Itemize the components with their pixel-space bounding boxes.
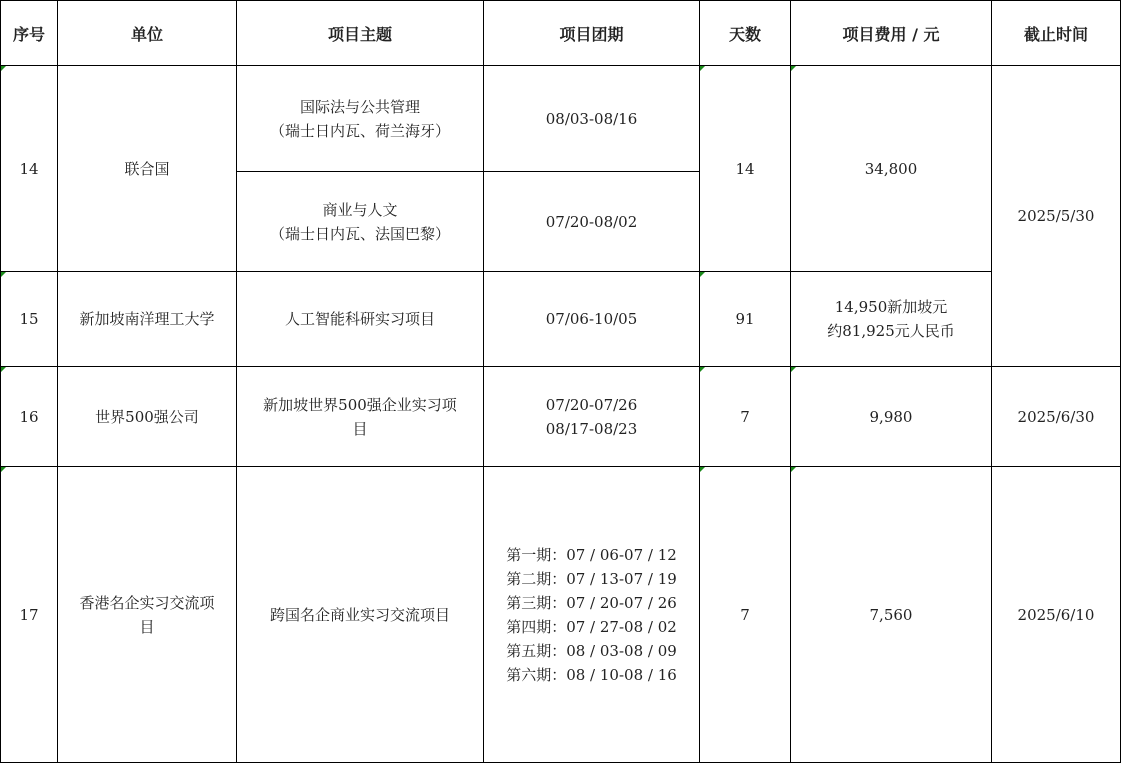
- period-line: 07/20-07/26: [545, 395, 638, 414]
- cell-fee: 9,980: [791, 367, 992, 467]
- cell-seq: 14: [1, 66, 58, 272]
- unit-line: 香港名企实习交流项: [79, 593, 215, 612]
- cell-fee: 7,560: [791, 467, 992, 763]
- cell-topic: [237, 172, 484, 272]
- period-item: 第一期：07 / 06-07 / 12: [506, 545, 677, 564]
- table-row: [1, 367, 1121, 467]
- cell-unit: [58, 467, 237, 763]
- cell-period: 08/03-08/16: [484, 66, 700, 172]
- fee-line: 约81,925元人民币: [827, 322, 955, 340]
- header-days: 天数: [700, 1, 791, 66]
- header-unit: 单位: [58, 1, 237, 66]
- cell-days: 91: [700, 272, 791, 367]
- cell-unit: 新加坡南洋理工大学: [58, 272, 237, 367]
- topic-line: 商业与人文: [322, 200, 398, 219]
- header-seq: 序号: [1, 1, 58, 66]
- period-item: 第六期：08 / 10-08 / 16: [506, 665, 677, 684]
- cell-topic: [237, 66, 484, 172]
- period-item: 第三期：07 / 20-07 / 26: [506, 593, 677, 612]
- cell-topic: [237, 367, 484, 467]
- header-period: 项目团期: [484, 1, 700, 66]
- unit-line: 目: [139, 617, 155, 636]
- cell-seq: 17: [1, 467, 58, 763]
- table-row: [1, 66, 1121, 172]
- cell-deadline: 2025/6/10: [992, 467, 1121, 763]
- cell-days: 7: [700, 367, 791, 467]
- cell-period: 07/06-10/05: [484, 272, 700, 367]
- topic-line: （瑞士日内瓦、法国巴黎）: [269, 224, 450, 243]
- cell-topic: 跨国名企商业实习交流项目: [237, 467, 484, 763]
- topic-line: （瑞士日内瓦、荷兰海牙）: [269, 121, 450, 140]
- topic-line: 目: [352, 419, 368, 438]
- topic-line: 国际法与公共管理: [299, 97, 420, 116]
- table-row: [1, 467, 1121, 763]
- period-item: 第二期：07 / 13-07 / 19: [506, 569, 677, 588]
- header-topic: 项目主题: [237, 1, 484, 66]
- period-line: 08/17-08/23: [545, 419, 638, 438]
- fee-line: 14,950新加坡元: [834, 298, 948, 316]
- period-list: [506, 543, 677, 687]
- cell-deadline: 2025/6/30: [992, 367, 1121, 467]
- cell-days: 14: [700, 66, 791, 272]
- period-item: 第五期：08 / 03-08 / 09: [506, 641, 677, 660]
- header-deadline: 截止时间: [992, 1, 1121, 66]
- header-row: [1, 1, 1121, 66]
- period-item: 第四期：07 / 27-08 / 02: [506, 617, 677, 636]
- cell-topic: 人工智能科研实习项目: [237, 272, 484, 367]
- table-row: [1, 272, 1121, 367]
- cell-unit: 联合国: [58, 66, 237, 272]
- cell-days: 7: [700, 467, 791, 763]
- cell-seq: 16: [1, 367, 58, 467]
- cell-fee: [791, 272, 992, 367]
- cell-unit: 世界500强公司: [58, 367, 237, 467]
- cell-period: 07/20-08/02: [484, 172, 700, 272]
- topic-line: 新加坡世界500强企业实习项: [263, 395, 457, 414]
- cell-period: [484, 467, 700, 763]
- header-fee: 项目费用 / 元: [791, 1, 992, 66]
- cell-seq: 15: [1, 272, 58, 367]
- cell-deadline: 2025/5/30: [992, 66, 1121, 367]
- cell-fee: 34,800: [791, 66, 992, 272]
- cell-period: [484, 367, 700, 467]
